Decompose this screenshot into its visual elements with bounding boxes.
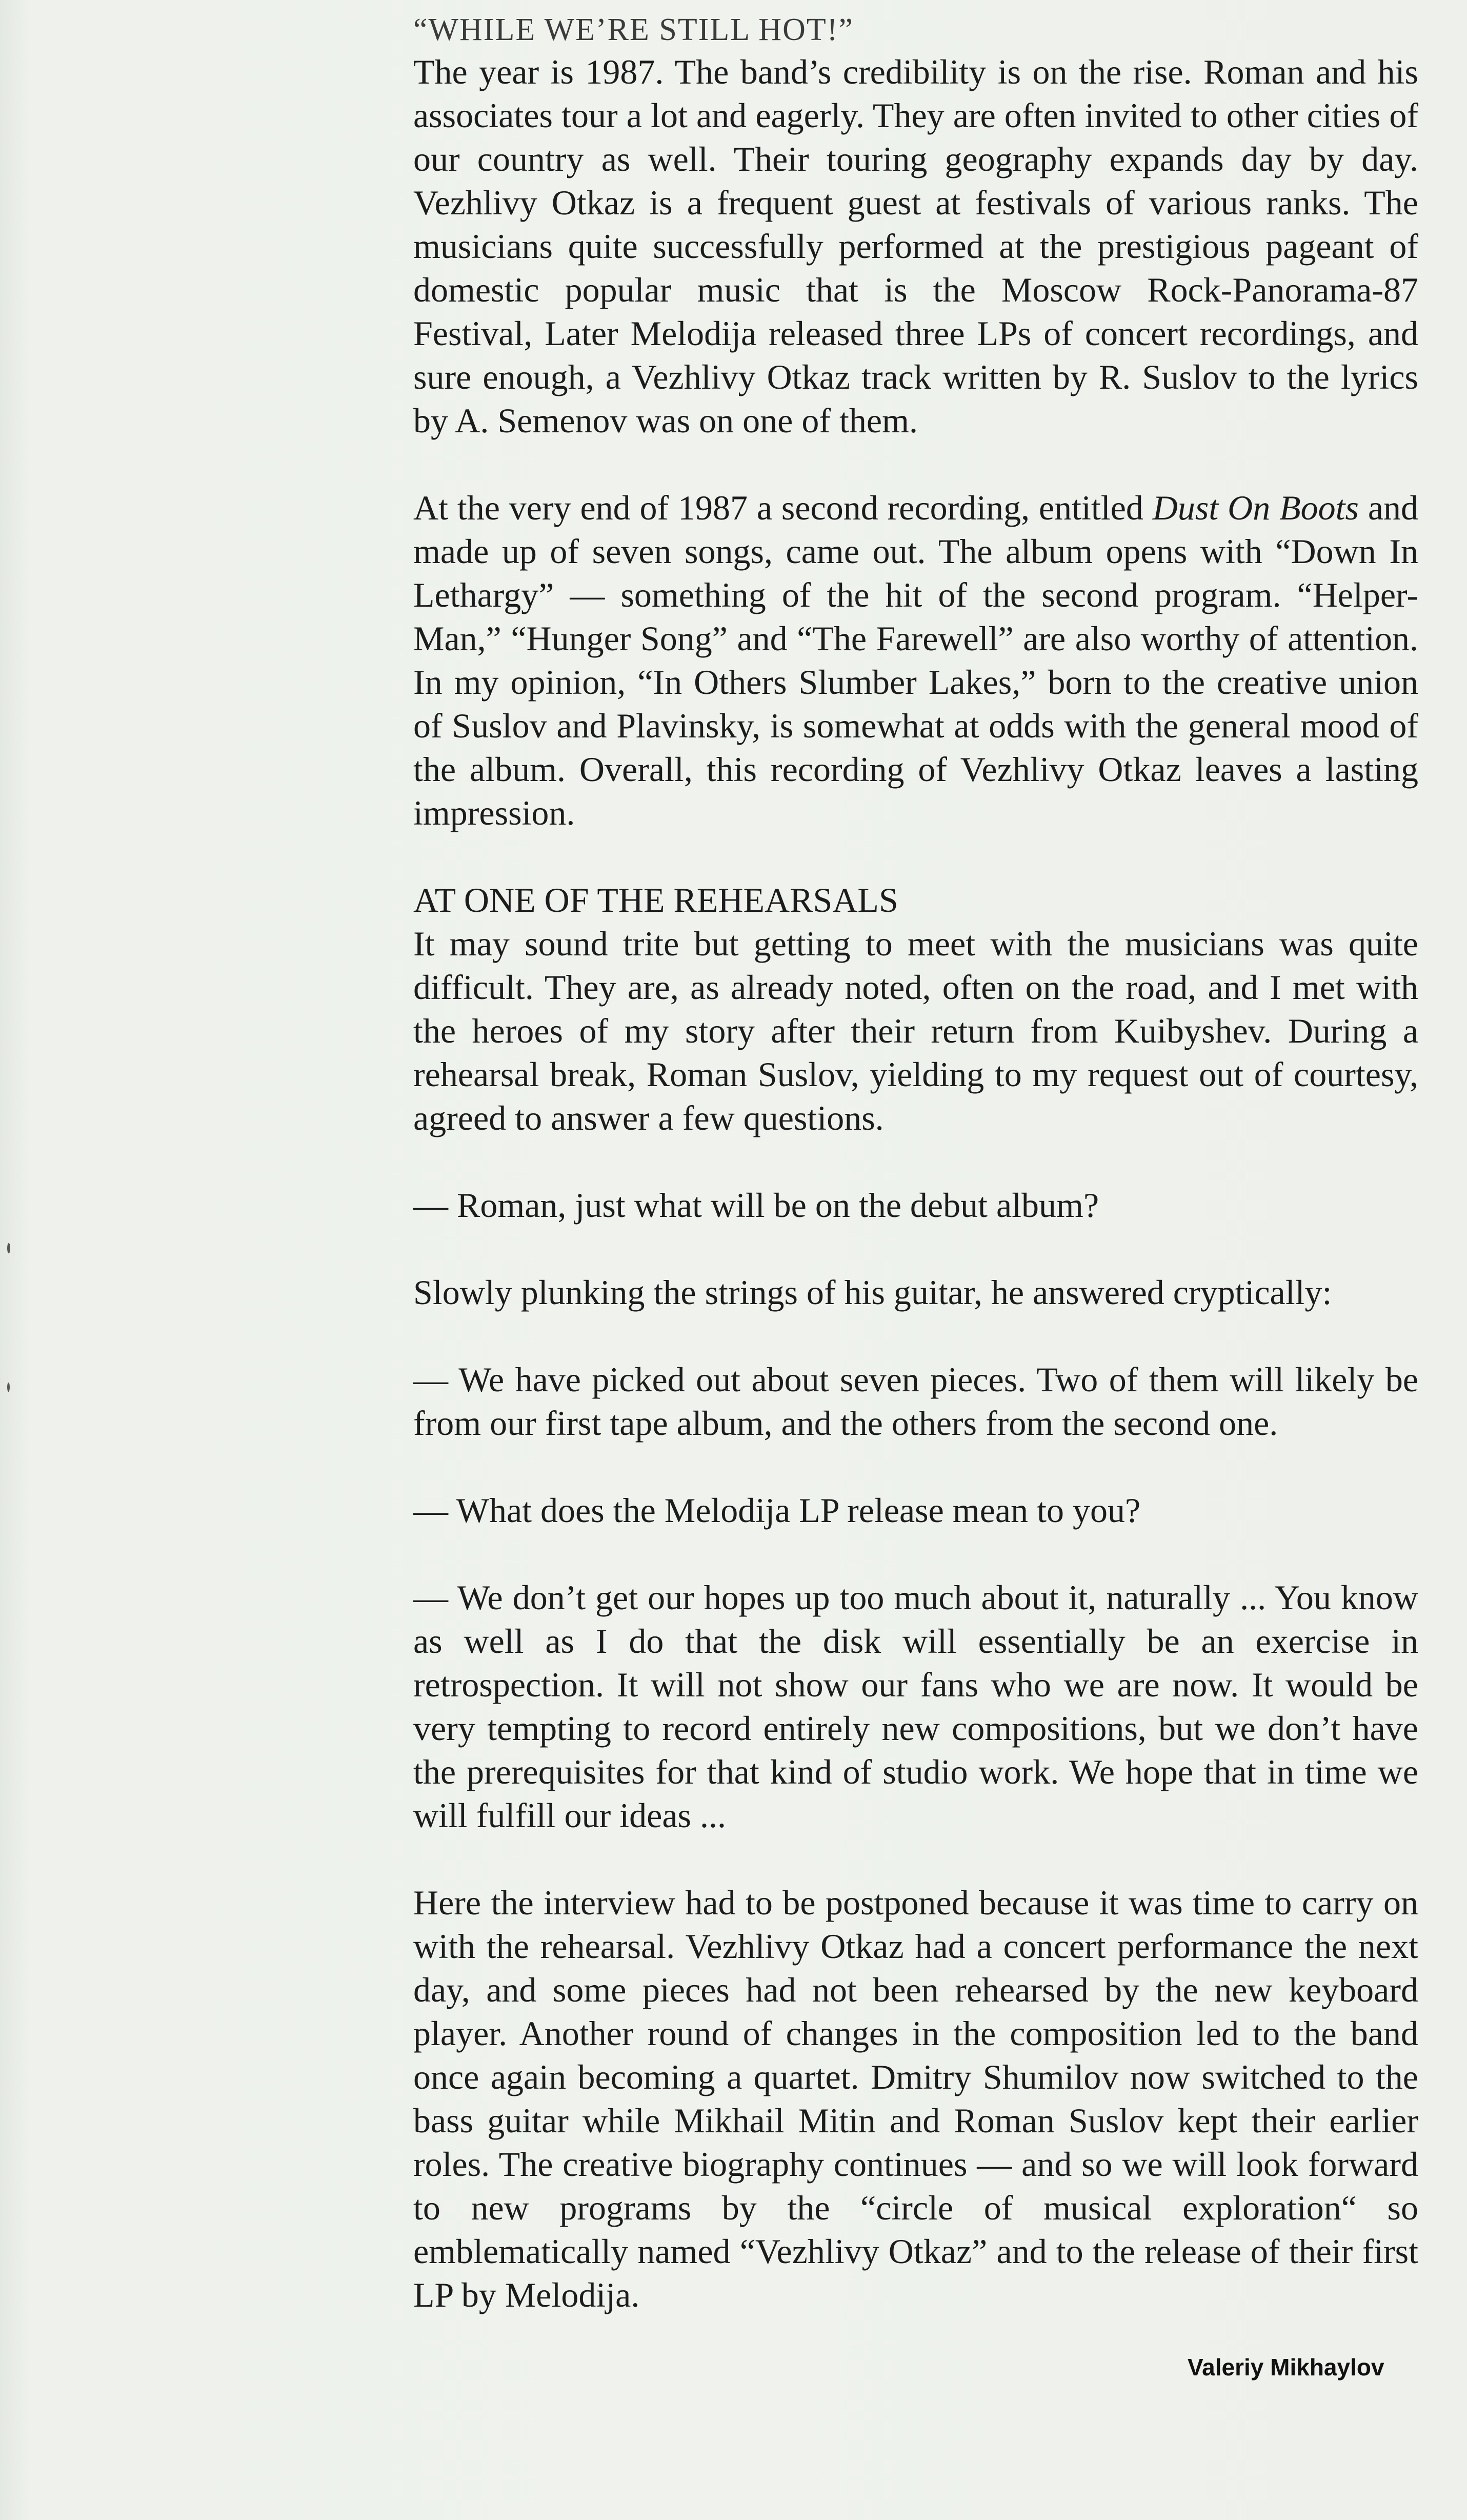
author-signature: Valeriy Mikhaylov: [1188, 2354, 1384, 2381]
interview-answer-2: — We don’t get our hopes up too much about it, naturally ... You know as well as I do that the disk will essentially be an exercise in retrospection. It will not show our fans who we are now. It would be very tempting to record entirely new compositions, but we don’t have the prerequisites for that kind of studio work. We hope that in time we will fulfill our ideas ...: [413, 1578, 1418, 1835]
paragraph-closing: Here the interview had to be postponed because it was time to carry on with the rehearsal. Vezhlivy Otkaz had a concert performance the next day, and some pieces had not been rehearsed by the new keyboard player. Another round of changes in the composition led to the band once again becoming a quartet. Dmitry Shumilov now switched to the bass guitar while Mikhail Mitin and Roman Suslov kept their earlier roles. The creative biography continues — and so we will look forward to new programs by the “circle of musical exploration“ so emblematically named “Vezhlivy Otkaz” and to the release of their first LP by Melodija.: [413, 1883, 1418, 2314]
paragraph-touring: The year is 1987. The band’s credibility is on the rise. Roman and his associates tour a lot and eagerly. They are often invited to other cities of our country as well. Their touring geography expands day by day. Vezhlivy Otkaz is a frequent guest at festivals of various ranks. The musicians quite successfully performed at the prestigious pageant of domestic popular music that is the Moscow Rock-Panorama-87 Festival, Later Melodija released three LPs of concert recordings, and sure enough, a Vezhlivy Otkaz track written by R. Suslov to the lyrics by A. Semenov was on one of them.: [413, 52, 1418, 440]
scan-speck: [7, 1383, 10, 1392]
paragraph-dust-on-boots-intro: At the very end of 1987 a second recording, entitled: [413, 488, 1153, 527]
paragraph-dust-on-boots-body: and made up of seven songs, came out. The album opens with “Down In Lethargy” — something of the hit of the second program. “Helper-Man,” “Hunger Song” and “The Farewell” are also worthy of attention. In my opinion, “In Others Slumber Lakes,” born to the creative union of Suslov and Plavinsky, is somewhat at odds with the general mood of the album. Overall, this recording of Vezhlivy Otkaz leaves a lasting impression.: [413, 488, 1419, 832]
paragraph-rehearsal: It may sound trite but getting to meet with the musicians was quite difficult. They are, as already noted, often on the road, and I met with the heroes of my story after their return from Kuibyshev. During a rehearsal break, Roman Suslov, yielding to my request out of courtesy, agreed to answer a few questions.: [413, 924, 1418, 1137]
section-subheading: AT ONE OF THE REHEARSALS: [413, 881, 898, 919]
interview-question-1: — Roman, just what will be on the debut album?: [413, 1186, 1099, 1225]
interview-question-2: — What does the Melodija LP release mean to you?: [413, 1491, 1141, 1530]
interview-answer-1: — We have picked out about seven pieces. Two of them will likely be from our first tape album, and the others from the second one.: [413, 1360, 1418, 1443]
paragraph-dust-on-boots: [413, 486, 1418, 835]
scan-speck: [7, 1243, 10, 1253]
album-title: Dust On Boots: [1152, 488, 1359, 527]
article-heading: “WHILE WE’RE STILL HOT!”: [413, 12, 854, 47]
narration-line: Slowly plunking the strings of his guitar, he answered cryptically:: [413, 1273, 1332, 1312]
article-column: [413, 9, 1418, 2317]
